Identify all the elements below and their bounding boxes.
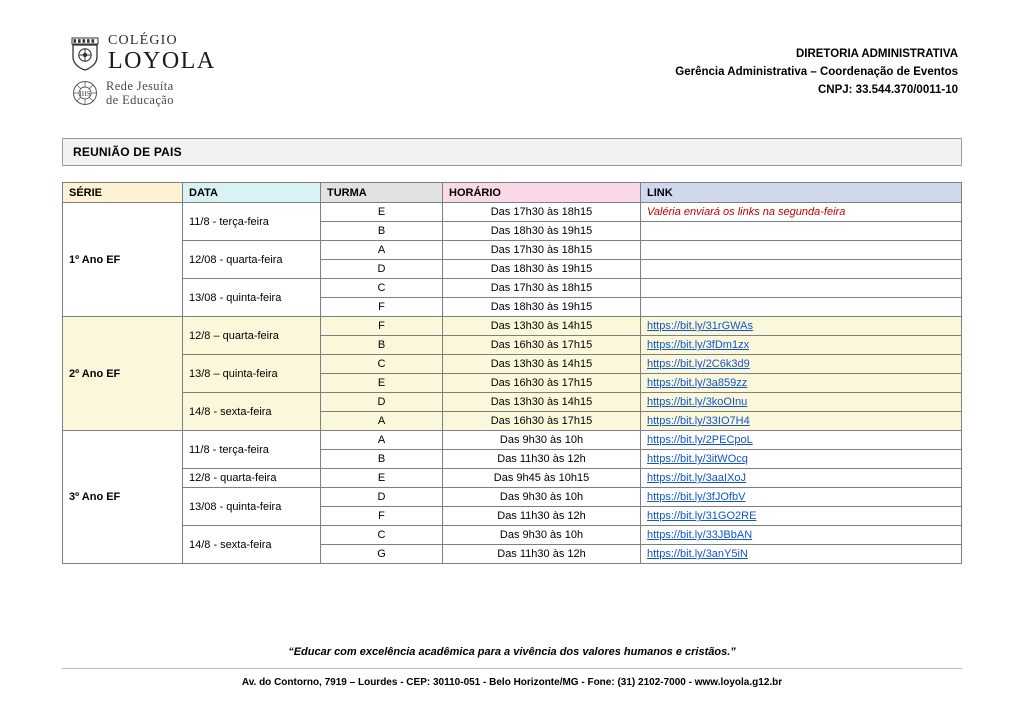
shield-crest-icon: [70, 37, 100, 71]
meeting-link[interactable]: https://bit.ly/33JBbAN: [647, 529, 753, 541]
cell-horario: Das 9h30 às 10h: [443, 488, 641, 507]
footer-address: Av. do Contorno, 7919 – Lourdes - CEP: 30110-051 - Belo Horizonte/MG - Fone: (31) 2102-7000 - www.loyola.g12.br: [241, 677, 783, 688]
network-line-2: de Educação: [106, 93, 174, 108]
cell-serie: 2º Ano EF: [63, 317, 183, 431]
meeting-link[interactable]: https://bit.ly/3anY5iN: [647, 548, 748, 560]
document-footer: [62, 646, 962, 688]
cell-link-empty: [641, 222, 962, 241]
cell-data: 13/8 – quinta-feira: [183, 355, 321, 393]
meeting-link[interactable]: https://bit.ly/3itWOcq: [647, 453, 748, 465]
cell-data: 13/08 - quinta-feira: [183, 488, 321, 526]
cell-link: [641, 488, 962, 507]
cell-turma: C: [321, 279, 443, 298]
column-header-serie: SÉRIE: [63, 183, 183, 203]
cell-link: [641, 336, 962, 355]
cell-turma: G: [321, 545, 443, 564]
cell-data: 12/08 - quarta-feira: [183, 241, 321, 279]
cell-horario: Das 11h30 às 12h: [443, 507, 641, 526]
cell-turma: E: [321, 203, 443, 222]
network-line-1: Rede Jesuíta: [106, 79, 174, 93]
cell-link: [641, 355, 962, 374]
cell-data: 11/8 - terça-feira: [183, 431, 321, 469]
cell-turma: C: [321, 355, 443, 374]
table-row: [63, 241, 962, 260]
school-name-large: LOYOLA: [108, 48, 216, 74]
school-name-small: COLÉGIO: [108, 33, 178, 48]
cell-turma: B: [321, 222, 443, 241]
table-header-row: [63, 183, 962, 203]
cell-link: [641, 526, 962, 545]
footer-quote: “Educar com excelência acadêmica para a vivência dos valores humanos e cristãos.”: [288, 646, 736, 658]
table-row: [63, 393, 962, 412]
cell-horario: Das 9h30 às 10h: [443, 526, 641, 545]
column-header-turma: TURMA: [321, 183, 443, 203]
cell-turma: A: [321, 241, 443, 260]
school-wordmark: [108, 34, 216, 73]
cell-horario: Das 16h30 às 17h15: [443, 336, 641, 355]
cell-turma: F: [321, 317, 443, 336]
cell-horario: Das 17h30 às 18h15: [443, 279, 641, 298]
cell-turma: D: [321, 260, 443, 279]
network-wordmark: [106, 79, 174, 108]
header-line-2: Gerência Administrativa – Coordenação de Eventos: [675, 65, 958, 78]
cell-link: [641, 507, 962, 526]
cell-link-empty: [641, 298, 962, 317]
svg-text:IHS: IHS: [79, 90, 91, 99]
header-line-1: DIRETORIA ADMINISTRATIVA: [795, 48, 958, 60]
cell-turma: A: [321, 431, 443, 450]
cell-data: 14/8 - sexta-feira: [183, 526, 321, 564]
meeting-link[interactable]: https://bit.ly/31rGWAs: [647, 320, 753, 332]
cell-turma: A: [321, 412, 443, 431]
meeting-link[interactable]: https://bit.ly/2C6k3d9: [647, 358, 750, 370]
cell-horario: Das 13h30 às 14h15: [443, 355, 641, 374]
document-header: [62, 0, 962, 120]
page-title: REUNIÃO DE PAIS: [62, 138, 962, 166]
meeting-link[interactable]: https://bit.ly/3fDm1zx: [647, 339, 750, 351]
cell-link: [641, 469, 962, 488]
cell-link: [641, 317, 962, 336]
meeting-link[interactable]: https://bit.ly/3aaIXoJ: [647, 472, 747, 484]
cell-link: [641, 393, 962, 412]
cell-horario: Das 16h30 às 17h15: [443, 374, 641, 393]
cell-data: 14/8 - sexta-feira: [183, 393, 321, 431]
cell-turma: D: [321, 393, 443, 412]
cell-horario: Das 18h30 às 19h15: [443, 260, 641, 279]
cell-horario: Das 9h30 às 10h: [443, 431, 641, 450]
cell-link: [641, 450, 962, 469]
meeting-link[interactable]: https://bit.ly/3koOInu: [647, 396, 748, 408]
cell-turma: C: [321, 526, 443, 545]
cell-horario: Das 17h30 às 18h15: [443, 241, 641, 260]
cell-link: [641, 412, 962, 431]
table-row: [63, 203, 962, 222]
table-row: [63, 488, 962, 507]
table-row: [63, 431, 962, 450]
table-row: [63, 469, 962, 488]
cell-note: Valéria enviará os links na segunda-feira: [641, 203, 962, 222]
logo-primary-row: [70, 34, 216, 73]
cell-horario: Das 16h30 às 17h15: [443, 412, 641, 431]
meeting-link[interactable]: https://bit.ly/2PECpoL: [647, 434, 753, 446]
column-header-data: DATA: [183, 183, 321, 203]
network-row: [72, 79, 216, 108]
cell-turma: B: [321, 336, 443, 355]
cell-turma: E: [321, 469, 443, 488]
cell-link: [641, 374, 962, 393]
cell-turma: F: [321, 507, 443, 526]
column-header-horario: HORÁRIO: [443, 183, 641, 203]
cell-data: 12/8 – quarta-feira: [183, 317, 321, 355]
footer-divider: [62, 668, 962, 669]
column-header-link: LINK: [641, 183, 962, 203]
cell-horario: Das 18h30 às 19h15: [443, 222, 641, 241]
meeting-link[interactable]: https://bit.ly/3a859zz: [647, 377, 748, 389]
cell-link-empty: [641, 260, 962, 279]
cell-turma: B: [321, 450, 443, 469]
cell-horario: Das 9h45 às 10h15: [443, 469, 641, 488]
header-department-block: [675, 34, 962, 99]
meeting-link[interactable]: https://bit.ly/31GO2RE: [647, 510, 757, 522]
cell-data: 12/8 - quarta-feira: [183, 469, 321, 488]
cell-link: [641, 545, 962, 564]
cell-data: 11/8 - terça-feira: [183, 203, 321, 241]
cell-horario: Das 11h30 às 12h: [443, 450, 641, 469]
cell-horario: Das 13h30 às 14h15: [443, 317, 641, 336]
table-row: [63, 526, 962, 545]
table-row: [63, 355, 962, 374]
cell-data: 13/08 - quinta-feira: [183, 279, 321, 317]
cell-horario: Das 13h30 às 14h15: [443, 393, 641, 412]
cell-turma: D: [321, 488, 443, 507]
table-row: [63, 317, 962, 336]
ihs-seal-icon: [72, 80, 98, 106]
cell-horario: Das 18h30 às 19h15: [443, 298, 641, 317]
cell-link-empty: [641, 241, 962, 260]
meeting-link[interactable]: https://bit.ly/3fJOfbV: [647, 491, 746, 503]
meeting-link[interactable]: https://bit.ly/33IO7H4: [647, 415, 750, 427]
cell-link: [641, 431, 962, 450]
meeting-schedule-table: [62, 182, 962, 564]
cell-serie: 3º Ano EF: [63, 431, 183, 564]
header-line-3: CNPJ: 33.544.370/0011-10: [817, 83, 958, 96]
cell-turma: F: [321, 298, 443, 317]
table-row: [63, 279, 962, 298]
cell-horario: Das 11h30 às 12h: [443, 545, 641, 564]
cell-link-empty: [641, 279, 962, 298]
cell-serie: 1º Ano EF: [63, 203, 183, 317]
cell-turma: E: [321, 374, 443, 393]
cell-horario: Das 17h30 às 18h15: [443, 203, 641, 222]
school-logo: [62, 34, 216, 108]
